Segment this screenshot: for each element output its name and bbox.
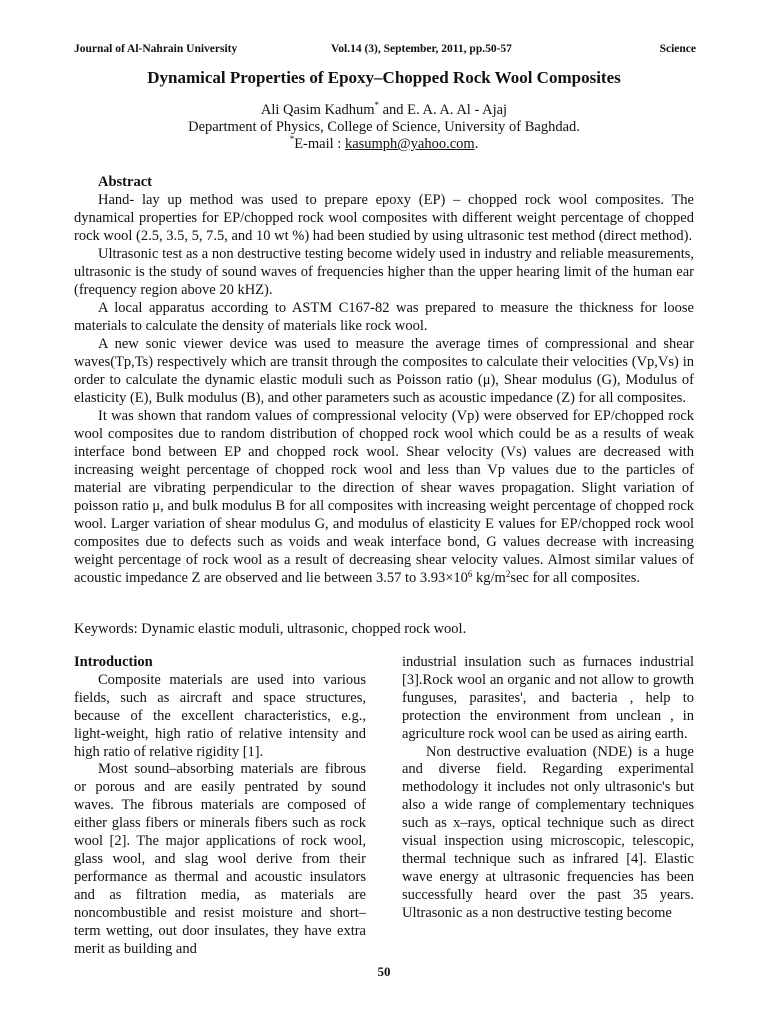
email-mark: *: [289, 134, 295, 144]
abstract-paragraph-2: Ultrasonic test as a non destructive testing become widely used in industry and reliable measurements, ultrasonic is the study of sound waves of frequencies higher than the upper hearing limit of the human ear (frequency region above 20 kHZ).: [74, 246, 694, 298]
author-2: and E. A. A. Al - Ajaj: [378, 102, 508, 118]
author-1-mark: *: [374, 100, 379, 110]
abstract-paragraph-3: A local apparatus according to ASTM C167-82 was prepared to measure the thickness for loose materials to calculate the density of materials like rock wool.: [74, 300, 694, 334]
keywords: Keywords: Dynamic elastic moduli, ultrasonic, chopped rock wool.: [74, 621, 467, 637]
abstract-p5-text: It was shown that random values of compressional velocity (Vp) were observed for EP/chopped rock wool composites due to random distribution of chopped rock wool which could be as a results of weak interface bond between EP and chopped rock wool. Shear velocity (Vs) values are decreased with increasing weight percentage of chopped rock wool and less than Vp values due to the particles of material are vibrating perpendicular to the direction of shear waves propagation. Slight variation of poisson ratio μ, and bulk modulus B for all composites with increasing weight percentage of chopped rock wool. Larger variation of shear modulus G, and modulus of elasticity E values for EP/chopped rock wool composites due to defects such as voids and weak interface bond, G values decrease with increasing weight percentage of rock wool as a result of decreasing shear velocity values. Almost similar values of acoustic impedance Z are observed and lie between 3.57 to 3.93×10: [74, 408, 694, 586]
abstract-p5-exp2: 2: [505, 569, 511, 579]
author-line: [0, 102, 768, 119]
right-column: [402, 654, 694, 923]
email-line: [0, 136, 768, 153]
journal-name: Journal of Al-Nahrain University: [74, 43, 238, 55]
intro-paragraph-3: industrial insulation such as furnaces industrial [3].Rock wool an organic and not allow to growth funguses, parasites', and bacteria , help to protection the environment from unclean , in agriculture rock wool can be used as airing earth.: [402, 654, 694, 742]
left-column: [74, 654, 366, 958]
abstract-section: [74, 173, 694, 587]
paper-title: Dynamical Properties of Epoxy–Chopped Rock Wool Composites: [147, 68, 621, 87]
email-label: E-mail :: [294, 136, 345, 152]
abstract-paragraph-1: Hand- lay up method was used to prepare epoxy (EP) – chopped rock wool composites. The dynamical properties for EP/chopped rock wool composites with different weight percentage of chopped rock wool (2.5, 3.5, 5, 7.5, and 10 wt %) had been studied by using ultrasonic test method (direct method).: [74, 192, 694, 244]
author-1: Ali Qasim Kadhum: [260, 102, 375, 118]
page-number: 50: [377, 964, 391, 979]
abstract-p5-end: sec for all composites.: [510, 570, 641, 586]
introduction-heading: Introduction: [74, 654, 153, 670]
intro-paragraph-4: Non destructive evaluation (NDE) is a huge and diverse field. Regarding experimental methodology it includes not only ultrasonic's but also a wide range of complementary techniques such as x–rays, optical technique such as direct visual inspection using microscopic, telescopic, thermal technique such as infrared [4]. Elastic wave energy at ultrasonic frequencies has been successfully heard over the past 35 years. Ultrasonic as a non destructive testing become: [402, 743, 694, 921]
intro-paragraph-1: Composite materials are used into various fields, such as aircraft and space structures, because of the excellent characteristics, e.g., light-weight, high ratio of relative intensity and high ratio of relative rigidity [1].: [74, 671, 366, 760]
abstract-paragraph-5: [74, 407, 694, 587]
affiliation: Department of Physics, College of Science, University of Baghdad.: [188, 119, 580, 135]
volume-info: Vol.14 (3), September, 2011, pp.50-57: [331, 43, 512, 55]
email-link[interactable]: kasumph@yahoo.com: [344, 136, 475, 152]
abstract-paragraph-4: A new sonic viewer device was used to measure the average times of compressional and shear waves(Tp,Ts) respectively which are transit through the composites to calculate their velocities (Vp,Vs) in order to calculate the dynamic elastic moduli such as Poisson ratio (μ), Shear modulus (G), Modulus of elasticity (E), Bulk modulus (B), and other parameters such as acoustic impedance (Z) for all composites.: [74, 336, 694, 406]
abstract-heading: Abstract: [98, 174, 152, 190]
author-block: [0, 102, 768, 153]
intro-paragraph-2: Most sound–absorbing materials are fibrous or porous and are easily pentrated by sound waves. The fibrous materials are composed of either glass fibers or minerals fibers such as rock wool [2]. The major applications of rock wool, glass wool, and slag wool derive from their performance as thermal and acoustic insulators and as filtration media, as materials are noncombustible and resist moisture and short–term wetting, out door insulates, they have extra merit as building and: [74, 761, 366, 957]
abstract-p5-exp1: 6: [467, 569, 473, 579]
running-header: [74, 43, 696, 59]
email-end: .: [474, 136, 479, 152]
abstract-p5-unit: kg/m: [472, 570, 506, 586]
section-name: Science: [659, 43, 696, 55]
